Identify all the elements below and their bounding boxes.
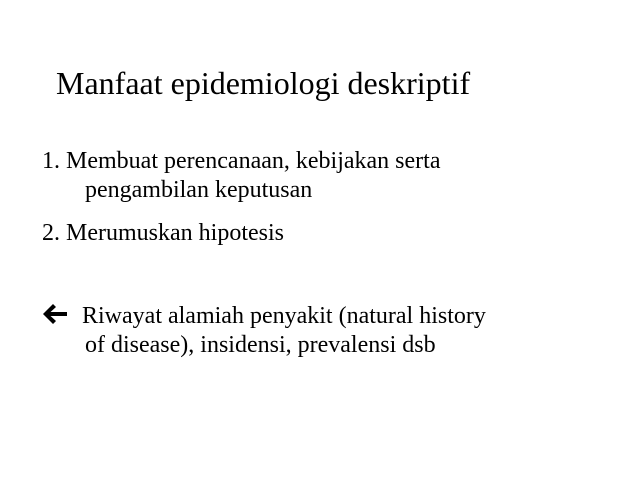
list-item-1-number: 1. — [42, 148, 60, 174]
note-line-1 — [42, 302, 486, 331]
list-item-2-text: Merumuskan hipotesis — [66, 220, 284, 246]
note-line-2: of disease), insidensi, prevalensi dsb — [85, 332, 436, 358]
list-item-1-text: Membuat perencanaan, kebijakan serta — [66, 148, 441, 174]
list-item-2-number: 2. — [42, 220, 60, 246]
left-arrow-icon — [42, 303, 68, 325]
note-text-line-1: Riwayat alamiah penyakit (natural history — [82, 303, 486, 329]
list-item-1-line-2: pengambilan keputusan — [85, 177, 313, 203]
list-item-1-line-1 — [42, 147, 440, 176]
list-item-2 — [42, 219, 284, 248]
slide-title: Manfaat epidemiologi deskriptif — [56, 65, 471, 101]
